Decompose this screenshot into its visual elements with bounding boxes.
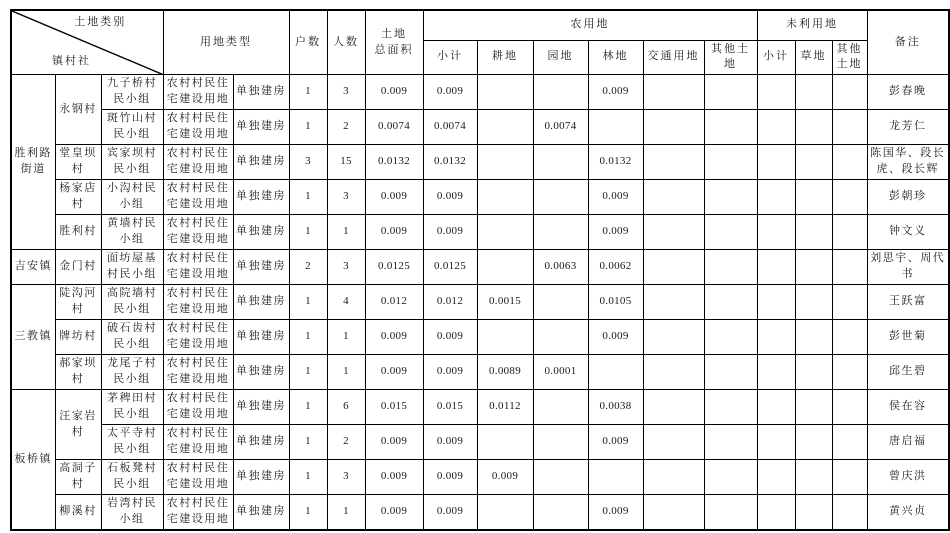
forest-cell: 0.009: [588, 75, 643, 110]
remark-cell: 钟文义: [867, 215, 949, 250]
grass-cell: [795, 285, 832, 320]
grass-cell: [795, 75, 832, 110]
traffic-land-cell: [643, 250, 704, 285]
population-cell: 2: [327, 110, 365, 145]
households-cell: 1: [289, 320, 327, 355]
traffic-land-cell: [643, 110, 704, 145]
unused-other-land-cell: [832, 75, 867, 110]
header-unused-land-group: 未利用地: [757, 10, 867, 40]
build-type-cell: 单独建房: [233, 145, 289, 180]
population-cell: 6: [327, 390, 365, 425]
other-agri-land-cell: [704, 460, 757, 495]
unused-subtotal-cell: [757, 250, 795, 285]
garden-cell: [533, 495, 588, 530]
table-row: [11, 250, 949, 285]
header-population: 人数: [327, 10, 365, 75]
villager-group-cell: 斑竹山村民小组: [101, 110, 163, 145]
build-type-cell: 单独建房: [233, 110, 289, 145]
grass-cell: [795, 495, 832, 530]
garden-cell: [533, 145, 588, 180]
village-cell: 汪家岩村: [55, 390, 101, 460]
build-type-cell: 单独建房: [233, 320, 289, 355]
build-type-cell: 单独建房: [233, 495, 289, 530]
unused-subtotal-cell: [757, 285, 795, 320]
header-land-category-label: 土地类别: [74, 16, 127, 28]
header-garden-land: 园地: [533, 40, 588, 75]
town-cell: 胜利路街道: [11, 75, 55, 250]
agri-subtotal-cell: 0.0125: [423, 250, 477, 285]
table-row: [11, 180, 949, 215]
unused-subtotal-cell: [757, 75, 795, 110]
farmland-cell: [477, 215, 533, 250]
agri-subtotal-cell: 0.009: [423, 495, 477, 530]
population-cell: 3: [327, 250, 365, 285]
farmland-cell: [477, 250, 533, 285]
villager-group-cell: 黄墙村民小组: [101, 215, 163, 250]
header-households: 户数: [289, 10, 327, 75]
village-cell: 陡沟河村: [55, 285, 101, 320]
header-farmland: 耕地: [477, 40, 533, 75]
traffic-land-cell: [643, 425, 704, 460]
remark-cell: 邱生碧: [867, 355, 949, 390]
garden-cell: [533, 425, 588, 460]
table-row: [11, 145, 949, 180]
unused-other-land-cell: [832, 460, 867, 495]
header-traffic-land: 交通用地: [643, 40, 704, 75]
total-area-cell: 0.009: [365, 425, 423, 460]
other-agri-land-cell: [704, 250, 757, 285]
villager-group-cell: 小沟村民小组: [101, 180, 163, 215]
garden-cell: 0.0001: [533, 355, 588, 390]
total-area-cell: 0.009: [365, 320, 423, 355]
forest-cell: [588, 110, 643, 145]
garden-cell: [533, 215, 588, 250]
village-cell: 堂皇坝村: [55, 145, 101, 180]
remark-cell: 彭世菊: [867, 320, 949, 355]
households-cell: 1: [289, 425, 327, 460]
forest-cell: 0.0038: [588, 390, 643, 425]
garden-cell: [533, 180, 588, 215]
header-town-village-label: 镇村社: [52, 55, 91, 68]
households-cell: 1: [289, 355, 327, 390]
farmland-cell: [477, 320, 533, 355]
remark-cell: 侯在容: [867, 390, 949, 425]
use-type-cell: 农村村民住宅建设用地: [163, 495, 233, 530]
garden-cell: [533, 75, 588, 110]
grass-cell: [795, 460, 832, 495]
build-type-cell: 单独建房: [233, 250, 289, 285]
header-row-1: [11, 10, 949, 40]
build-type-cell: 单独建房: [233, 355, 289, 390]
table-header: [11, 10, 949, 75]
use-type-cell: 农村村民住宅建设用地: [163, 425, 233, 460]
header-grass-land: 草地: [795, 40, 832, 75]
town-cell: 三教镇: [11, 285, 55, 390]
header-unused-subtotal: 小计: [757, 40, 795, 75]
traffic-land-cell: [643, 145, 704, 180]
villager-group-cell: 太平寺村民小组: [101, 425, 163, 460]
villager-group-cell: 高院墙村民小组: [101, 285, 163, 320]
villager-group-cell: 龙尾子村民小组: [101, 355, 163, 390]
unused-subtotal-cell: [757, 215, 795, 250]
other-agri-land-cell: [704, 180, 757, 215]
agri-subtotal-cell: 0.009: [423, 180, 477, 215]
other-agri-land-cell: [704, 110, 757, 145]
agri-subtotal-cell: 0.012: [423, 285, 477, 320]
unused-subtotal-cell: [757, 355, 795, 390]
traffic-land-cell: [643, 180, 704, 215]
villager-group-cell: 茅稗田村民小组: [101, 390, 163, 425]
build-type-cell: 单独建房: [233, 215, 289, 250]
forest-cell: 0.0062: [588, 250, 643, 285]
total-area-cell: 0.009: [365, 215, 423, 250]
farmland-cell: 0.009: [477, 460, 533, 495]
other-agri-land-cell: [704, 355, 757, 390]
unused-subtotal-cell: [757, 110, 795, 145]
village-cell: 牌坊村: [55, 320, 101, 355]
use-type-cell: 农村村民住宅建设用地: [163, 250, 233, 285]
village-cell: 柳溪村: [55, 495, 101, 530]
other-agri-land-cell: [704, 145, 757, 180]
grass-cell: [795, 250, 832, 285]
table-row: [11, 425, 949, 460]
table-row: [11, 285, 949, 320]
unused-other-land-cell: [832, 285, 867, 320]
remark-cell: 彭春晚: [867, 75, 949, 110]
header-total-area-line1: 土地: [381, 27, 407, 40]
header-agri-subtotal: 小计: [423, 40, 477, 75]
total-area-cell: 0.0132: [365, 145, 423, 180]
forest-cell: 0.0132: [588, 145, 643, 180]
villager-group-cell: 宾家坝村民小组: [101, 145, 163, 180]
total-area-cell: 0.015: [365, 390, 423, 425]
grass-cell: [795, 355, 832, 390]
unused-other-land-cell: [832, 320, 867, 355]
header-forest-land: 林地: [588, 40, 643, 75]
remark-cell: 唐启福: [867, 425, 949, 460]
population-cell: 4: [327, 285, 365, 320]
village-cell: 杨家店村: [55, 180, 101, 215]
agri-subtotal-cell: 0.009: [423, 355, 477, 390]
remark-cell: 陈国华、段长虎、段长辉: [867, 145, 949, 180]
remark-cell: 王跃富: [867, 285, 949, 320]
garden-cell: 0.0074: [533, 110, 588, 145]
build-type-cell: 单独建房: [233, 460, 289, 495]
use-type-cell: 农村村民住宅建设用地: [163, 390, 233, 425]
traffic-land-cell: [643, 75, 704, 110]
header-total-area: [365, 10, 423, 75]
households-cell: 1: [289, 285, 327, 320]
remark-cell: 彭朝珍: [867, 180, 949, 215]
use-type-cell: 农村村民住宅建设用地: [163, 145, 233, 180]
households-cell: 1: [289, 110, 327, 145]
farmland-cell: [477, 180, 533, 215]
garden-cell: 0.0063: [533, 250, 588, 285]
build-type-cell: 单独建房: [233, 425, 289, 460]
header-total-area-line2: 总面积: [374, 43, 414, 56]
agri-subtotal-cell: 0.009: [423, 425, 477, 460]
traffic-land-cell: [643, 390, 704, 425]
villager-group-cell: 岩湾村民小组: [101, 495, 163, 530]
population-cell: 1: [327, 495, 365, 530]
population-cell: 3: [327, 460, 365, 495]
forest-cell: [588, 355, 643, 390]
unused-other-land-cell: [832, 425, 867, 460]
traffic-land-cell: [643, 460, 704, 495]
use-type-cell: 农村村民住宅建设用地: [163, 285, 233, 320]
use-type-cell: 农村村民住宅建设用地: [163, 180, 233, 215]
use-type-cell: 农村村民住宅建设用地: [163, 320, 233, 355]
traffic-land-cell: [643, 495, 704, 530]
remark-cell: 黄兴贞: [867, 495, 949, 530]
population-cell: 2: [327, 425, 365, 460]
farmland-cell: [477, 145, 533, 180]
total-area-cell: 0.009: [365, 75, 423, 110]
diagonal-header-cell: [11, 10, 163, 75]
garden-cell: [533, 390, 588, 425]
total-area-cell: 0.009: [365, 495, 423, 530]
population-cell: 1: [327, 320, 365, 355]
unused-other-land-cell: [832, 390, 867, 425]
grass-cell: [795, 110, 832, 145]
unused-other-land-cell: [832, 495, 867, 530]
grass-cell: [795, 145, 832, 180]
build-type-cell: 单独建房: [233, 285, 289, 320]
town-cell: 板桥镇: [11, 390, 55, 530]
households-cell: 1: [289, 215, 327, 250]
population-cell: 15: [327, 145, 365, 180]
agri-subtotal-cell: 0.015: [423, 390, 477, 425]
header-unused-other-land: 其他土地: [832, 40, 867, 75]
village-cell: 郝家坝村: [55, 355, 101, 390]
traffic-land-cell: [643, 320, 704, 355]
total-area-cell: 0.0125: [365, 250, 423, 285]
households-cell: 2: [289, 250, 327, 285]
traffic-land-cell: [643, 355, 704, 390]
land-use-table: [10, 9, 950, 531]
other-agri-land-cell: [704, 425, 757, 460]
other-agri-land-cell: [704, 390, 757, 425]
agri-subtotal-cell: 0.0132: [423, 145, 477, 180]
traffic-land-cell: [643, 215, 704, 250]
table-row: [11, 355, 949, 390]
use-type-cell: 农村村民住宅建设用地: [163, 460, 233, 495]
remark-cell: 刘思宇、周代书: [867, 250, 949, 285]
villager-group-cell: 九子桥村民小组: [101, 75, 163, 110]
garden-cell: [533, 320, 588, 355]
agri-subtotal-cell: 0.0074: [423, 110, 477, 145]
other-agri-land-cell: [704, 495, 757, 530]
households-cell: 1: [289, 460, 327, 495]
table-row: [11, 75, 949, 110]
village-cell: 胜利村: [55, 215, 101, 250]
population-cell: 3: [327, 180, 365, 215]
households-cell: 1: [289, 75, 327, 110]
total-area-cell: 0.009: [365, 355, 423, 390]
other-agri-land-cell: [704, 285, 757, 320]
remark-cell: 龙芳仁: [867, 110, 949, 145]
table-row: [11, 390, 949, 425]
grass-cell: [795, 425, 832, 460]
unused-other-land-cell: [832, 110, 867, 145]
table-row: [11, 320, 949, 355]
agri-subtotal-cell: 0.009: [423, 320, 477, 355]
build-type-cell: 单独建房: [233, 180, 289, 215]
table-row: [11, 110, 949, 145]
build-type-cell: 单独建房: [233, 75, 289, 110]
village-cell: 金门村: [55, 250, 101, 285]
farmland-cell: [477, 425, 533, 460]
households-cell: 1: [289, 390, 327, 425]
town-cell: 吉安镇: [11, 250, 55, 285]
farmland-cell: [477, 495, 533, 530]
grass-cell: [795, 390, 832, 425]
table-row: [11, 495, 949, 530]
total-area-cell: 0.012: [365, 285, 423, 320]
unused-subtotal-cell: [757, 425, 795, 460]
header-agricultural-land-group: 农用地: [423, 10, 757, 40]
garden-cell: [533, 285, 588, 320]
village-cell: 永钢村: [55, 75, 101, 145]
header-remark: 备注: [867, 10, 949, 75]
other-agri-land-cell: [704, 215, 757, 250]
other-agri-land-cell: [704, 320, 757, 355]
table-row: [11, 215, 949, 250]
other-agri-land-cell: [704, 75, 757, 110]
unused-other-land-cell: [832, 215, 867, 250]
total-area-cell: 0.009: [365, 460, 423, 495]
forest-cell: 0.0105: [588, 285, 643, 320]
forest-cell: 0.009: [588, 495, 643, 530]
use-type-cell: 农村村民住宅建设用地: [163, 110, 233, 145]
unused-subtotal-cell: [757, 390, 795, 425]
use-type-cell: 农村村民住宅建设用地: [163, 75, 233, 110]
unused-subtotal-cell: [757, 320, 795, 355]
agri-subtotal-cell: 0.009: [423, 215, 477, 250]
agri-subtotal-cell: 0.009: [423, 75, 477, 110]
grass-cell: [795, 180, 832, 215]
forest-cell: 0.009: [588, 320, 643, 355]
table-body: [11, 75, 949, 530]
unused-other-land-cell: [832, 250, 867, 285]
forest-cell: [588, 460, 643, 495]
grass-cell: [795, 320, 832, 355]
total-area-cell: 0.0074: [365, 110, 423, 145]
village-cell: 高洞子村: [55, 460, 101, 495]
forest-cell: 0.009: [588, 425, 643, 460]
unused-subtotal-cell: [757, 145, 795, 180]
villager-group-cell: 破石齿村民小组: [101, 320, 163, 355]
population-cell: 1: [327, 215, 365, 250]
unused-other-land-cell: [832, 145, 867, 180]
households-cell: 3: [289, 145, 327, 180]
unused-subtotal-cell: [757, 495, 795, 530]
table-row: [11, 460, 949, 495]
households-cell: 1: [289, 180, 327, 215]
farmland-cell: 0.0112: [477, 390, 533, 425]
agri-subtotal-cell: 0.009: [423, 460, 477, 495]
unused-other-land-cell: [832, 180, 867, 215]
population-cell: 3: [327, 75, 365, 110]
households-cell: 1: [289, 495, 327, 530]
use-type-cell: 农村村民住宅建设用地: [163, 215, 233, 250]
garden-cell: [533, 460, 588, 495]
unused-subtotal-cell: [757, 460, 795, 495]
villager-group-cell: 面坊屋基村民小组: [101, 250, 163, 285]
remark-cell: 曾庆洪: [867, 460, 949, 495]
build-type-cell: 单独建房: [233, 390, 289, 425]
farmland-cell: 0.0089: [477, 355, 533, 390]
unused-other-land-cell: [832, 355, 867, 390]
forest-cell: 0.009: [588, 215, 643, 250]
farmland-cell: [477, 110, 533, 145]
farmland-cell: [477, 75, 533, 110]
header-other-agri-land: 其他土地: [704, 40, 757, 75]
farmland-cell: 0.0015: [477, 285, 533, 320]
traffic-land-cell: [643, 285, 704, 320]
population-cell: 1: [327, 355, 365, 390]
grass-cell: [795, 215, 832, 250]
use-type-cell: 农村村民住宅建设用地: [163, 355, 233, 390]
villager-group-cell: 石板凳村民小组: [101, 460, 163, 495]
header-land-use-type: 用地类型: [163, 10, 289, 75]
unused-subtotal-cell: [757, 180, 795, 215]
total-area-cell: 0.009: [365, 180, 423, 215]
forest-cell: 0.009: [588, 180, 643, 215]
